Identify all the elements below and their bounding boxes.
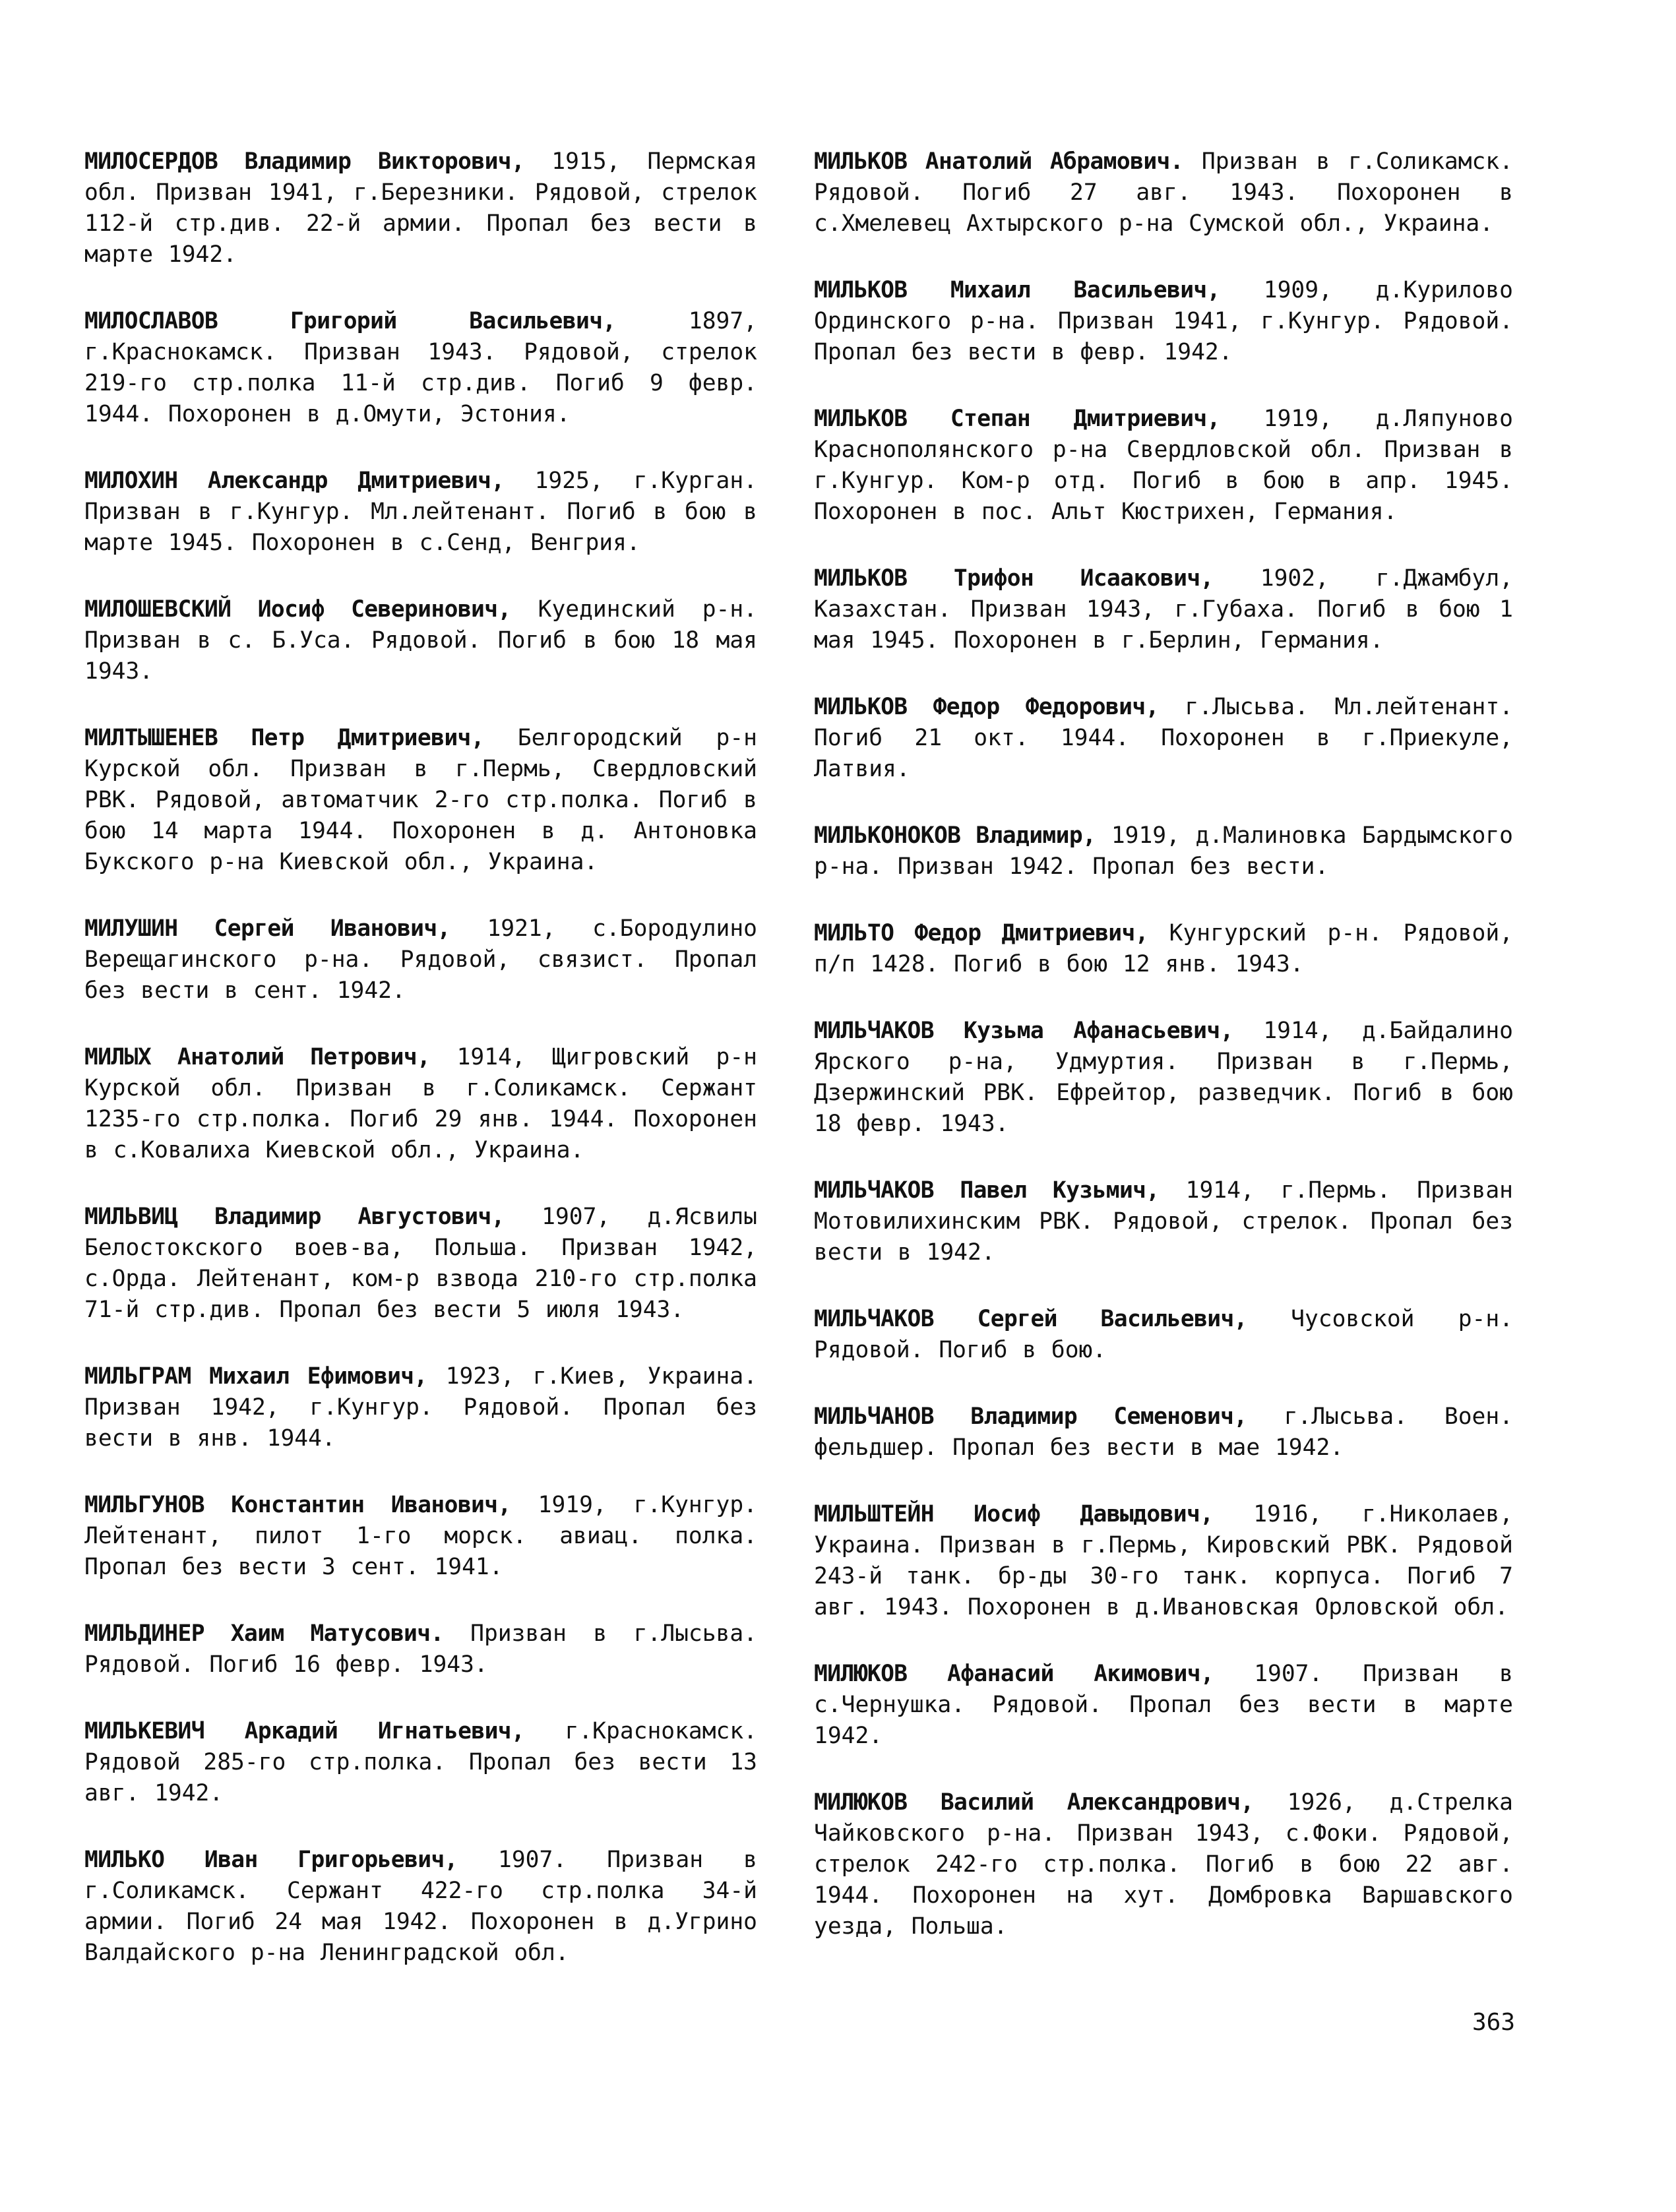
biography-entry (84, 1361, 757, 1454)
biography-entry (814, 1659, 1513, 1752)
left-column (84, 146, 757, 2004)
biography-entry (84, 1202, 757, 1326)
biography-entry (814, 692, 1513, 785)
entry-text: Призван в г.Соликамск. Рядовой. Погиб 27 авг. 1943. Похоронен в с.Хмелевец Ахтырского р-на Сумской обл., Украина. (814, 148, 1513, 237)
biography-entry (84, 306, 757, 430)
entry-name: МИЛЬГРАМ Михаил Ефимович, (84, 1363, 427, 1390)
entry-name: МИЛЬКОВ Степан Дмитриевич, (814, 406, 1220, 432)
entry-name: МИЛЮКОВ Василий Александрович, (814, 1789, 1254, 1816)
biography-entry (814, 146, 1513, 239)
biography-entry (84, 723, 757, 878)
entry-text: г.Лысьва. Воен. фельдшер. Пропал без вести в мае 1942. (814, 1403, 1513, 1461)
biography-entry (84, 1716, 757, 1809)
biography-entry (84, 146, 757, 270)
entry-name: МИЛЬКОВ Федор Федорович, (814, 694, 1159, 720)
entry-name: МИЛЬКОНОКОВ Владимир, (814, 822, 1096, 849)
biography-entry (84, 913, 757, 1006)
entry-text: Чусовской р-н. Рядовой. Погиб в бою. (814, 1306, 1513, 1363)
biography-entry (814, 404, 1513, 528)
entry-name: МИЛЬКОВ Михаил Васильевич, (814, 277, 1220, 303)
entry-text: 1915, Пермская обл. Призван 1941, г.Березники. Рядовой, стрелок 112-й стр.див. 22-й армии. Пропал без вести в марте 1942. (84, 148, 757, 268)
entry-name: МИЛЬЧАКОВ Павел Кузьмич, (814, 1177, 1160, 1204)
entry-text: 1897, г.Краснокамск. Призван 1943. Рядовой, стрелок 219-го стр.полка 11-й стр.див. Погиб 9 февр. 1944. Похоронен в д.Омути, Эстония. (84, 308, 757, 427)
entry-text: 1923, г.Киев, Украина. Призван 1942, г.Кунгур. Рядовой. Пропал без вести в янв. 1944. (84, 1363, 757, 1452)
biography-entry (814, 918, 1513, 980)
entry-name: МИЛЬТО Федор Дмитриевич, (814, 920, 1148, 946)
entry-text: г.Краснокамск. Рядовой 285-го стр.полка. Пропал без вести 13 авг. 1942. (84, 1718, 757, 1806)
entry-name: МИЛЬГУНОВ Константин Иванович, (84, 1492, 511, 1518)
entry-text: 1919, д.Малиновка Бардымского р-на. Призван 1942. Пропал без вести. (814, 822, 1513, 880)
biography-entry (814, 1016, 1513, 1140)
entry-name: МИЛЬЧАКОВ Кузьма Афанасьевич, (814, 1018, 1233, 1044)
biography-entry (814, 1499, 1513, 1623)
entry-name: МИЛЬЧАКОВ Сергей Васильевич, (814, 1306, 1247, 1332)
entry-name: МИЛЫХ Анатолий Петрович, (84, 1044, 431, 1070)
entry-text: г.Лысьва. Мл.лейтенант. Погиб 21 окт. 1944. Похоронен в г.Приекуле, Латвия. (814, 694, 1513, 782)
entry-text: Призван в г.Лысьва. Рядовой. Погиб 16 февр. 1943. (84, 1620, 757, 1678)
entry-text: 1914, г.Пермь. Призван Мотовилихинским РВК. Рядовой, стрелок. Пропал без вести в 1942. (814, 1177, 1513, 1266)
biography-entry (814, 820, 1513, 882)
entry-name: МИЛЬЧАНОВ Владимир Семенович, (814, 1403, 1247, 1430)
biography-entry (84, 1490, 757, 1583)
biography-entry (84, 466, 757, 559)
entry-name: МИЛОХИН Александр Дмитриевич, (84, 468, 505, 494)
biography-entry (84, 1042, 757, 1166)
entry-name: МИЛЬДИНЕР Хаим Матусович. (84, 1620, 444, 1647)
entry-text: 1907. Призван в г.Соликамск. Сержант 422-го стр.полка 34-й армии. Погиб 24 мая 1942. Похоронен в д.Угрино Валдайского р-на Ленинградской обл. (84, 1847, 757, 1966)
biography-entry (814, 563, 1513, 656)
right-column (814, 146, 1513, 1978)
entry-text: 1914, д.Байдалино Ярского р-на, Удмуртия. Призван в г.Пермь, Дзержинский РВК. Ефрейтор, разведчик. Погиб в бою 18 февр. 1943. (814, 1018, 1513, 1137)
page-number: 363 (1472, 2009, 1515, 2036)
biography-entry (814, 1787, 1513, 1942)
entry-text: 1926, д.Стрелка Чайковского р-на. Призван 1943, с.Фоки. Рядовой, стрелок 242-го стр.полка. Погиб в бою 22 авг. 1944. Похоронен на хут. Домбровка Варшавского уезда, Польша. (814, 1789, 1513, 1940)
entry-name: МИЛОСЛАВОВ Григорий Васильевич, (84, 308, 616, 334)
entry-text: 1925, г.Курган. Призван в г.Кунгур. Мл.лейтенант. Погиб в бою в марте 1945. Похоронен в с.Сенд, Венгрия. (84, 468, 757, 556)
entry-text: 1921, с.Бородулино Верещагинского р-на. Рядовой, связист. Пропал без вести в сент. 1942. (84, 915, 757, 1004)
entry-name: МИЛТЫШЕНЕВ Петр Дмитриевич, (84, 725, 484, 751)
biography-entry (814, 1175, 1513, 1268)
biography-entry (84, 1618, 757, 1680)
biography-entry (814, 1304, 1513, 1366)
entry-name: МИЛОСЕРДОВ Владимир Викторович, (84, 148, 525, 175)
entry-name: МИЛОШЕВСКИЙ Иосиф Северинович, (84, 596, 511, 623)
entry-name: МИЛЬШТЕЙН Иосиф Давыдович, (814, 1501, 1214, 1527)
entry-text: Кунгурский р-н. Рядовой, п/п 1428. Погиб в бою 12 янв. 1943. (814, 920, 1513, 977)
entry-text: 1919, г.Кунгур. Лейтенант, пилот 1-го морск. авиац. полка. Пропал без вести 3 сент. 1941. (84, 1492, 757, 1580)
biography-entry (84, 1845, 757, 1969)
entry-text: 1916, г.Николаев, Украина. Призван в г.Пермь, Кировский РВК. Рядовой 243-й танк. бр-ды 30-го танк. корпуса. Погиб 7 авг. 1943. Похоронен в д.Ивановская Орловской обл. (814, 1501, 1513, 1620)
entry-name: МИЛУШИН Сергей Иванович, (84, 915, 450, 942)
entry-text: 1907. Призван в с.Чернушка. Рядовой. Пропал без вести в марте 1942. (814, 1661, 1513, 1749)
entry-name: МИЛЮКОВ Афанасий Акимович, (814, 1661, 1214, 1687)
entry-text: 1919, д.Ляпуново Краснополянского р-на Свердловской обл. Призван в г.Кунгур. Ком-р отд. Погиб в бою в апр. 1945. Похоронен в пос. Альт Кюстрихен, Германия. (814, 406, 1513, 525)
biography-entry (814, 1401, 1513, 1463)
entry-name: МИЛЬКЕВИЧ Аркадий Игнатьевич, (84, 1718, 525, 1744)
entry-name: МИЛЬКО Иван Григорьевич, (84, 1847, 458, 1873)
entry-text: Куединский р-н. Призван в с. Б.Уса. Рядовой. Погиб в бою 18 мая 1943. (84, 596, 757, 685)
entry-name: МИЛЬКОВ Анатолий Абрамович. (814, 148, 1183, 175)
entry-name: МИЛЬКОВ Трифон Исаакович, (814, 565, 1214, 592)
biography-entry (814, 275, 1513, 368)
entry-text: 1909, д.Курилово Ординского р-на. Призван 1941, г.Кунгур. Рядовой. Пропал без вести в февр. 1942. (814, 277, 1513, 365)
entry-text: 1902, г.Джамбул, Казахстан. Призван 1943, г.Губаха. Погиб в бою 1 мая 1945. Похоронен в г.Берлин, Германия. (814, 565, 1513, 654)
entry-name: МИЛЬВИЦ Владимир Августович, (84, 1204, 505, 1230)
biography-entry (84, 594, 757, 687)
entry-text: 1914, Щигровский р-н Курской обл. Призван в г.Соликамск. Сержант 1235-го стр.полка. Погиб 29 янв. 1944. Похоронен в с.Ковалиха Киевской обл., Украина. (84, 1044, 757, 1163)
entry-text: Белгородский р-н Курской обл. Призван в г.Пермь, Свердловский РВК. Рядовой, автоматчик 2-го стр.полка. Погиб в бою 14 марта 1944. Похоронен в д. Антоновка Букского р-на Киевской обл., Украина. (84, 725, 757, 875)
entry-text: 1907, д.Ясвилы Белостокского воев-ва, Польша. Призван 1942, с.Орда. Лейтенант, ком-р взвода 210-го стр.полка 71-й стр.див. Пропал без вести 5 июля 1943. (84, 1204, 757, 1323)
